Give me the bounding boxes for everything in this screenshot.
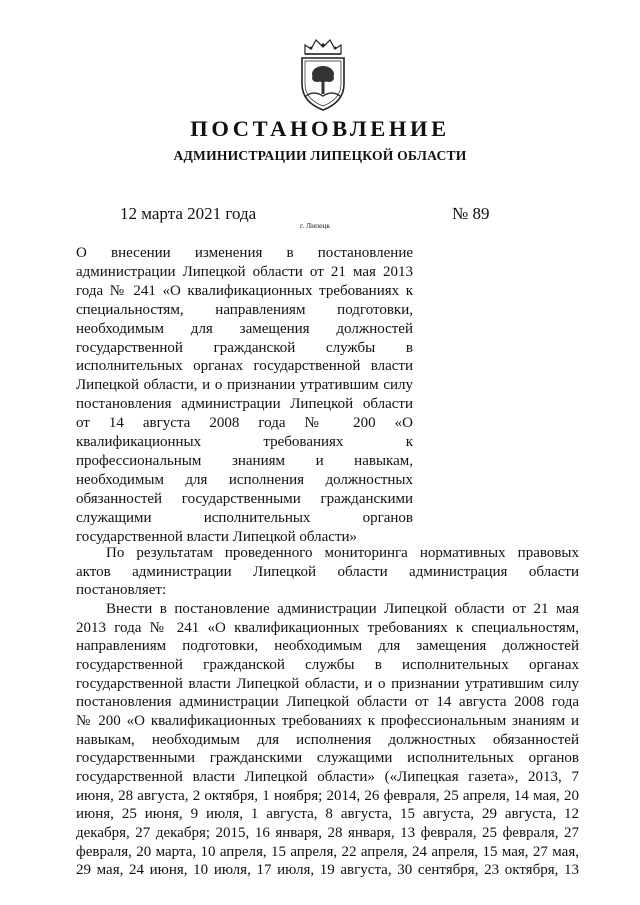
heading-line: постановления администрации Липецкой области: [76, 396, 413, 413]
body-line: государственной власти Липецкой области, и о признании утратившим силу: [76, 675, 579, 692]
heading-line: обязанностей государственными гражданскими: [76, 490, 413, 507]
document-date: 12 марта 2021 года: [120, 204, 257, 223]
body-line: навыкам, необходимым для исполнения должностных обязанностей: [76, 731, 579, 748]
document-number: № 89: [452, 204, 490, 223]
body-line: Внести в постановление администрации Липецкой области от 21 мая: [106, 600, 579, 617]
document-subtitle: АДМИНИСТРАЦИИ ЛИПЕЦКОЙ ОБЛАСТИ: [173, 148, 467, 163]
body-line: № 200 «О квалификационных требованиях к профессиональным знаниям и: [76, 712, 579, 729]
body-line: государственной власти Липецкой области» («Липецкая газета», 2013, 7: [76, 768, 579, 785]
body-line: постановления администрации Липецкой области от 14 августа 2008 года: [76, 694, 579, 711]
coat-of-arms-icon: [296, 34, 350, 112]
heading-line: О внесении изменения в постановление: [76, 245, 413, 261]
body-line: декабря, 27 декабря; 2015, 16 января, 28 января, 13 февраля, 25 февраля, 27: [76, 824, 579, 841]
body-line: июня, 28 августа, 2 октября, 1 ноября; 2014, 26 февраля, 25 апреля, 14 мая, 20: [76, 787, 579, 804]
heading-line: администрации Липецкой области от 21 мая 2013: [76, 263, 413, 280]
body-line: постановляет:: [76, 582, 167, 599]
heading-line: необходимым для исполнения должностных: [76, 471, 413, 488]
heading-line: государственной гражданской службы в: [76, 339, 413, 356]
body-line: государственными гражданскими служащими исполнительных органов: [76, 750, 579, 767]
heading-line: профессиональным знаниям и навыкам,: [76, 452, 413, 469]
heading-line: государственной власти Липецкой области»: [76, 528, 358, 545]
body-line: направлениям подготовки, необходимым для замещения должностей: [76, 638, 579, 655]
body-line: государственной гражданской службы в исполнительных органах: [76, 656, 579, 673]
body-line: 2013 года № 241 «О квалификационных требованиях к специальностям,: [76, 619, 579, 636]
heading-line: от 14 августа 2008 года № 200 «О: [76, 415, 413, 432]
heading-line: года № 241 «О квалификационных требованиях к: [76, 282, 413, 299]
heading-line: Липецкой области, и о признании утратившим силу: [76, 377, 413, 394]
document-body: [76, 544, 579, 880]
document-city: г. Липецк: [300, 221, 331, 230]
heading-line: квалификационных требованиях к: [76, 434, 413, 451]
document-heading: [76, 244, 413, 547]
body-line: июня, 25 июня, 9 июля, 1 августа, 8 августа, 15 августа, 29 августа, 12: [76, 806, 579, 823]
body-line: 29 мая, 24 июня, 10 июля, 17 июля, 19 августа, 30 сентября, 23 октября, 13: [76, 862, 579, 879]
body-line: февраля, 20 марта, 10 апреля, 15 апреля, 22 апреля, 24 апреля, 15 мая, 27 мая,: [76, 843, 579, 860]
heading-line: исполнительных органах государственной власти: [76, 358, 413, 375]
body-line: актов администрации Липецкой области администрация области: [76, 563, 579, 580]
heading-line: служащими исполнительных органов: [76, 509, 413, 526]
heading-line: специальностям, направлениям подготовки,: [76, 301, 413, 318]
document-title: ПОСТАНОВЛЕНИЕ: [190, 116, 450, 141]
body-line: По результатам проведенного мониторинга нормативных правовых: [106, 545, 579, 561]
heading-line: необходимым для замещения должностей: [76, 320, 413, 337]
